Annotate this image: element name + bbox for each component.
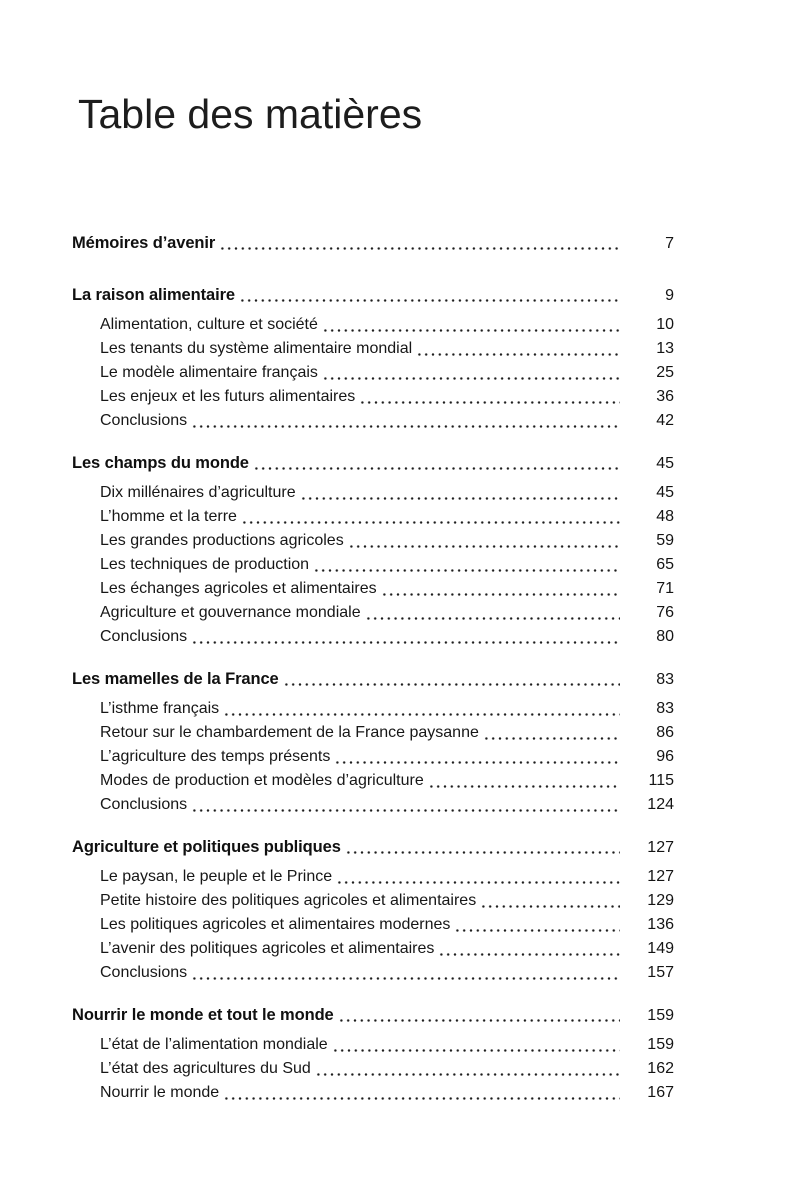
toc-page-number: 80: [656, 628, 674, 645]
dot-leader: [332, 1033, 620, 1057]
toc-entry-row: [72, 577, 674, 601]
toc-entry-row: [72, 721, 674, 745]
toc-page-number: 65: [656, 556, 674, 573]
toc-entry-label: L’avenir des politiques agricoles et alimentaires: [100, 940, 435, 957]
dot-leader: [365, 601, 620, 625]
toc-page-number: 48: [656, 508, 674, 525]
dot-leader: [253, 451, 620, 475]
toc-entry-label: Les échanges agricoles et alimentaires: [100, 580, 377, 597]
toc-entry-label: L’état de l’alimentation mondiale: [100, 1036, 328, 1053]
dot-leader: [428, 769, 620, 793]
dot-leader: [359, 385, 620, 409]
toc-page-number: 96: [656, 748, 674, 765]
toc-section: [72, 283, 674, 433]
table-of-contents: [72, 231, 674, 1105]
toc-entry-row: [72, 553, 674, 577]
toc-page-number: 157: [647, 964, 674, 981]
toc-page-number: 71: [656, 580, 674, 597]
dot-leader: [338, 1003, 620, 1027]
toc-page-number: 45: [656, 455, 674, 472]
dot-leader: [223, 697, 620, 721]
toc-heading-label: Nourrir le monde et tout le monde: [72, 1006, 334, 1024]
toc-heading-row: [72, 667, 674, 691]
toc-page-number: 25: [656, 364, 674, 381]
toc-heading-row: [72, 1003, 674, 1027]
toc-page-number: 159: [647, 1007, 674, 1024]
dot-leader: [300, 481, 620, 505]
toc-entry-label: Retour sur le chambardement de la France paysanne: [100, 724, 479, 741]
dot-leader: [191, 793, 620, 817]
toc-entry-row: [72, 937, 674, 961]
dot-leader: [322, 313, 620, 337]
toc-entry-row: [72, 481, 674, 505]
toc-entry-label: Le modèle alimentaire français: [100, 364, 318, 381]
toc-page-number: 45: [656, 484, 674, 501]
toc-heading-label: La raison alimentaire: [72, 286, 235, 304]
toc-entry-label: L’isthme français: [100, 700, 220, 717]
toc-entry-row: [72, 793, 674, 817]
toc-entry-row: [72, 625, 674, 649]
dot-leader: [480, 889, 620, 913]
dot-leader: [454, 913, 620, 937]
toc-entry-row: [72, 529, 674, 553]
toc-heading-label: Mémoires d’avenir: [72, 234, 216, 252]
toc-entry-label: Modes de production et modèles d’agriculture: [100, 772, 424, 789]
toc-page-number: 83: [656, 700, 674, 717]
toc-entry-row: [72, 913, 674, 937]
toc-entry-label: Les enjeux et les futurs alimentaires: [100, 388, 356, 405]
toc-entry-row: [72, 745, 674, 769]
toc-heading-row: [72, 451, 674, 475]
toc-heading-row: [72, 283, 674, 307]
toc-entry-label: Conclusions: [100, 796, 188, 813]
toc-entry-row: [72, 337, 674, 361]
toc-entry-label: Conclusions: [100, 628, 188, 645]
toc-page-number: 10: [656, 316, 674, 333]
toc-entry-row: [72, 889, 674, 913]
toc-page-number: 129: [647, 892, 674, 909]
toc-entry-row: [72, 865, 674, 889]
dot-leader: [223, 1081, 620, 1105]
dot-leader: [336, 865, 620, 889]
dot-leader: [219, 231, 620, 255]
toc-entry-label: Le paysan, le peuple et le Prince: [100, 868, 333, 885]
toc-section: [72, 667, 674, 817]
toc-entry-label: Les grandes productions agricoles: [100, 532, 344, 549]
toc-page-number: 7: [665, 235, 674, 252]
dot-leader: [315, 1057, 620, 1081]
toc-entry-label: Agriculture et gouvernance mondiale: [100, 604, 361, 621]
dot-leader: [241, 505, 620, 529]
toc-heading-row: [72, 835, 674, 859]
toc-entry-row: [72, 769, 674, 793]
toc-entry-label: L’agriculture des temps présents: [100, 748, 331, 765]
toc-entry-row: [72, 601, 674, 625]
dot-leader: [348, 529, 620, 553]
toc-page-number: 9: [665, 287, 674, 304]
toc-page-number: 83: [656, 671, 674, 688]
toc-entry-label: L’homme et la terre: [100, 508, 237, 525]
toc-entry-label: Alimentation, culture et société: [100, 316, 318, 333]
toc-entry-label: Dix millénaires d’agriculture: [100, 484, 296, 501]
toc-page-number: 59: [656, 532, 674, 549]
toc-section: [72, 1003, 674, 1105]
toc-heading-label: Les champs du monde: [72, 454, 249, 472]
dot-leader: [334, 745, 620, 769]
dot-leader: [283, 667, 620, 691]
toc-entry-row: [72, 1081, 674, 1105]
dot-leader: [239, 283, 620, 307]
toc-entry-label: Conclusions: [100, 412, 188, 429]
toc-page-number: 76: [656, 604, 674, 621]
toc-entry-label: Conclusions: [100, 964, 188, 981]
toc-entry-label: Les techniques de production: [100, 556, 310, 573]
dot-leader: [438, 937, 620, 961]
toc-entry-row: [72, 505, 674, 529]
toc-heading-label: Les mamelles de la France: [72, 670, 279, 688]
toc-heading-row: [72, 231, 674, 255]
toc-page-number: 36: [656, 388, 674, 405]
toc-page-number: 136: [647, 916, 674, 933]
toc-page-number: 162: [647, 1060, 674, 1077]
dot-leader: [191, 625, 620, 649]
toc-page-number: 115: [648, 772, 674, 789]
dot-leader: [191, 409, 620, 433]
toc-entry-row: [72, 1033, 674, 1057]
toc-page-number: 42: [656, 412, 674, 429]
toc-entry-row: [72, 409, 674, 433]
toc-entry-row: [72, 385, 674, 409]
toc-page-number: 127: [647, 868, 674, 885]
toc-entry-label: Les politiques agricoles et alimentaires modernes: [100, 916, 451, 933]
page-title: Table des matières: [78, 91, 423, 137]
dot-leader: [313, 553, 620, 577]
toc-entry-row: [72, 361, 674, 385]
toc-entry-label: L’état des agricultures du Sud: [100, 1060, 311, 1077]
dot-leader: [191, 961, 620, 985]
toc-heading-label: Agriculture et politiques publiques: [72, 838, 341, 856]
toc-page-number: 159: [647, 1036, 674, 1053]
dot-leader: [381, 577, 620, 601]
toc-page-number: 149: [647, 940, 674, 957]
toc-page-number: 124: [647, 796, 674, 813]
dot-leader: [322, 361, 620, 385]
toc-page-number: 167: [647, 1084, 674, 1101]
toc-entry-row: [72, 697, 674, 721]
dot-leader: [416, 337, 620, 361]
toc-entry-row: [72, 313, 674, 337]
toc-entry-label: Nourrir le monde: [100, 1084, 220, 1101]
toc-page-number: 127: [647, 839, 674, 856]
toc-entry-row: [72, 1057, 674, 1081]
toc-entry-row: [72, 961, 674, 985]
toc-section: [72, 231, 674, 255]
toc-entry-label: Les tenants du système alimentaire mondial: [100, 340, 413, 357]
dot-leader: [483, 721, 620, 745]
dot-leader: [345, 835, 620, 859]
toc-section: [72, 835, 674, 985]
toc-section: [72, 451, 674, 649]
toc-page-number: 86: [656, 724, 674, 741]
toc-page-number: 13: [656, 340, 674, 357]
toc-entry-label: Petite histoire des politiques agricoles et alimentaires: [100, 892, 477, 909]
